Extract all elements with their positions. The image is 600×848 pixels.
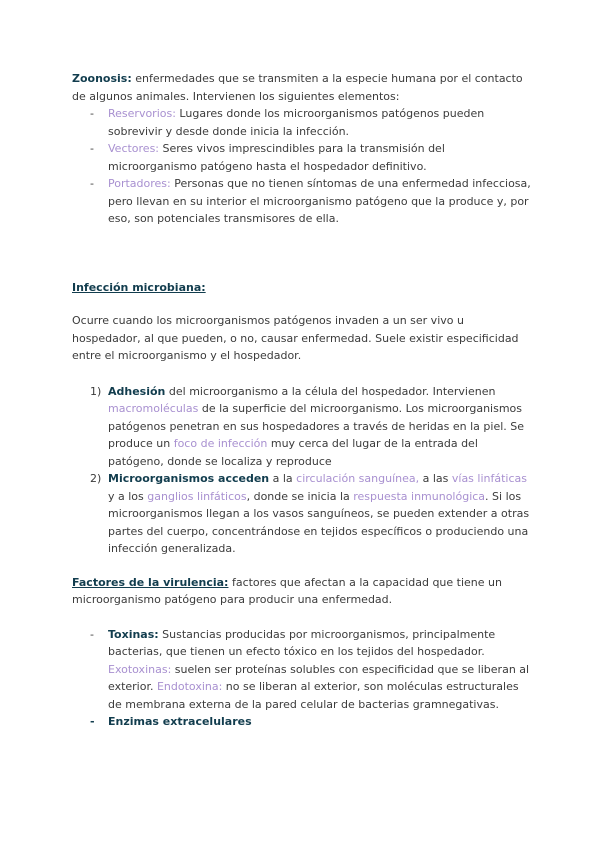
step-adhesion [90, 383, 532, 471]
list-item-vectores [90, 140, 532, 175]
foco-infeccion-link: foco de infección [173, 437, 268, 450]
list-item-reservorios [90, 105, 532, 140]
step-text: . Si los microorganismos llegan a los vasos sanguíneos, se pueden extender a otras partes del cuerpo, concentrándose en tejidos específicos o produciendo una infección generalizada. [108, 489, 530, 555]
dash-marker: - [90, 142, 94, 155]
virulencia-list [72, 626, 532, 731]
adhesion-term: Adhesión [108, 384, 166, 398]
macromoleculas-link: macromoléculas [108, 402, 199, 415]
zoonosis-term: Zoonosis: [72, 72, 132, 85]
list-item-portadores [90, 175, 532, 228]
vectores-text: Seres vivos imprescindibles para la transmisión del microorganismo patógeno hasta el hospedador definitivo. [108, 142, 445, 173]
step-text: a las [419, 472, 452, 485]
dash-marker: - [90, 107, 94, 120]
dash-marker: - [90, 715, 95, 728]
zoonosis-text: enfermedades que se transmiten a la especie humana por el contacto de algunos animales. Intervienen los siguientes elementos: [72, 72, 523, 103]
zoonosis-paragraph [72, 70, 532, 105]
step-number: 2) [90, 472, 102, 485]
step-text: del microorganismo a la célula del hospedador. Intervienen [165, 384, 496, 398]
zoonosis-list [72, 105, 532, 228]
toxinas-term: Toxinas: [108, 627, 159, 641]
list-item-toxinas [90, 626, 532, 714]
exotoxinas-link: Exotoxinas: [108, 662, 172, 676]
enzimas-term: Enzimas extracelulares [108, 715, 252, 728]
toxinas-text: Sustancias producidas por microorganismos, principalmente bacterias, que tienen un efecto tóxico en los tejidos del hospedador. [108, 627, 496, 658]
acceden-term: Microorganismos acceden [108, 472, 270, 485]
reservorios-term: Reservorios: [108, 107, 176, 120]
portadores-text: Personas que no tienen síntomas de una enfermedad infecciosa, pero llevan en su interior el microorganismo patógeno que la produce y, por eso, son potenciales transmisores de ella. [108, 177, 531, 225]
infeccion-intro: Ocurre cuando los microorganismos patógenos invaden a un ser vivo u hospedador, al que pueden, o no, causar enfermedad. Suele existir especificidad entre el microorganismo y el hospedador. [72, 314, 519, 362]
infeccion-steps [72, 383, 532, 558]
step-text: muy cerca del lugar de la entrada del patógeno, donde se localiza y reproduce [108, 437, 478, 468]
document-body [72, 70, 532, 731]
infeccion-heading [72, 279, 532, 297]
reservorios-text: Lugares donde los microorganismos patógenos pueden sobrevivir y desde donde inicia la infección. [108, 107, 485, 138]
ganglios-link: ganglios linfáticos [147, 489, 247, 503]
virulencia-text: factores que afectan a la capacidad que tiene un microorganismo patógeno para producir una enfermedad. [72, 575, 502, 606]
step-text: de la superficie del microorganismo. Los microorganismos patógenos penetran en sus hospedadores a través de heridas en la piel. Se produce un [108, 402, 525, 450]
vias-linfaticas-link: vías linfáticas [451, 472, 527, 485]
step-text: , donde se inicia la [246, 489, 354, 503]
step-text: y a los [108, 489, 148, 503]
list-item-enzimas [90, 713, 532, 731]
step-number: 1) [90, 384, 102, 398]
respuesta-link: respuesta inmunológica [353, 489, 486, 503]
circulacion-link: circulación sanguínea, [296, 472, 420, 485]
step-acceden [90, 470, 532, 558]
virulencia-heading: Factores de la virulencia: [72, 575, 229, 589]
endotoxina-link: Endotoxina: [156, 680, 223, 693]
toxinas-text: suelen ser proteínas solubles con especificidad que se liberan al exterior. [108, 662, 530, 693]
infeccion-heading-text: Infección microbiana: [72, 280, 206, 294]
toxinas-text: no se liberan al exterior, son moléculas estructurales de membrana externa de la pared celular de bacterias gramnegativas. [108, 680, 519, 711]
dash-marker: - [90, 627, 94, 641]
virulencia-paragraph [72, 574, 532, 609]
step-text: a la [269, 472, 297, 485]
dash-marker: - [90, 177, 94, 190]
vectores-term: Vectores: [108, 142, 160, 155]
portadores-term: Portadores: [108, 177, 171, 190]
